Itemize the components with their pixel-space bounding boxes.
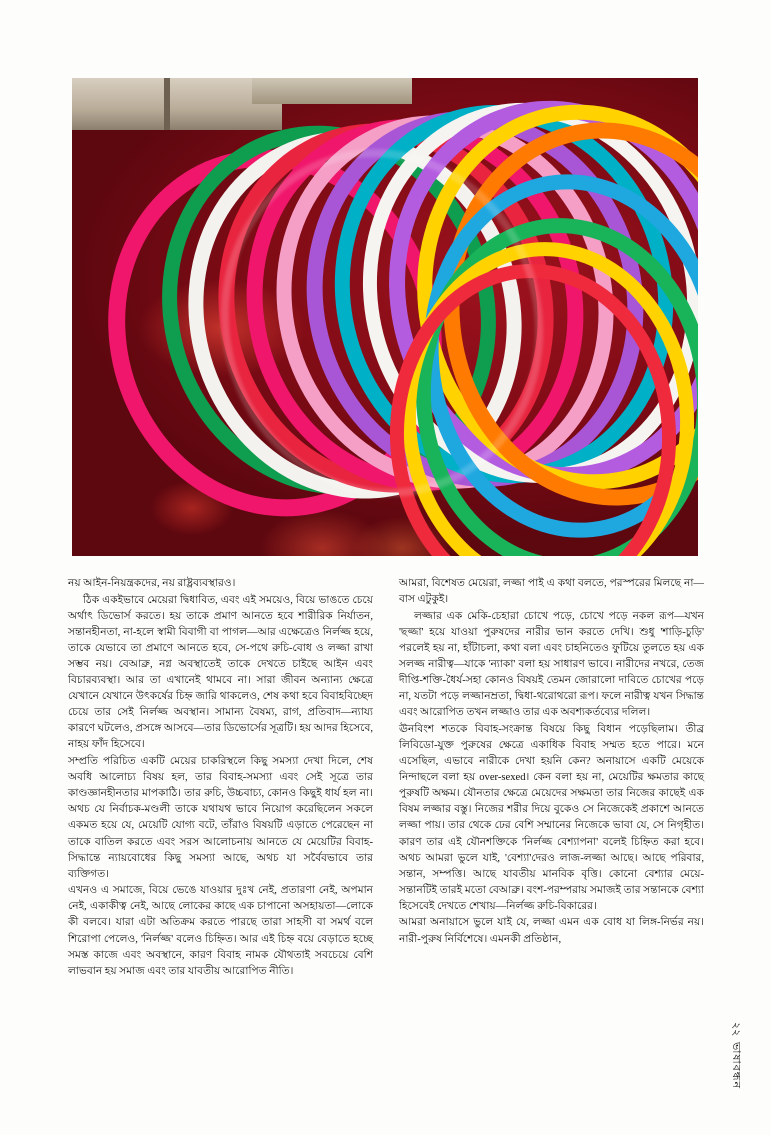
paragraph: সম্প্রতি পরিচিত একটি মেয়ের চাকরিস্থলে কিছু সমস্যা দেখা দিলে, শেষ অবধি আলোচ্য বিষয় হল, তার বিবাহ-সমস্যা এবং সেই সূত্রে তার কাণ্ডজ্ঞানহীনতার মাপকাঠি। তার রুচি, উচ্চবাচ্য, কোনও কিছুই ধার্য হল না। অথচ যে নির্বাচক-মণ্ডলী তাকে যথাযথ ভাবে নিয়োগ করেছিলেন সকলে একমত হয়ে যে, মেয়েটি যোগ্য বটে, তাঁরাও বিষয়টি এড়াতে পেরেছেন না তাকে বাতিল করতে এবং সরস আলোচনায় আনতে যে মেয়েটির বিবাহ-সিদ্ধান্তে ন্যায়বোধের কিছু সমস্যা আছে, অথচ যা সর্বৈবভাবে তার ব্যক্তিগত।	[68, 756, 373, 880]
photo-top-wall	[72, 78, 282, 130]
paragraph: ঊনবিংশ শতকে বিবাহ-সংক্রান্ত বিষয়ে কিছু বিধান পড়েছিলাম। তীব্র লিবিডো-যুক্ত পুরুষের ক্ষেত্রে একাধিক বিবাহ সম্মত হতে পারে। মনে এসেছিল, এভাবে নারীকে দেখা হয়নি কেন? অনায়াসে একটি মেয়েকে নিন্দাছলে বলা হয় over-sexed। কেন বলা হয় না, মেয়েটির ক্ষমতার কাছে পুরুষটি অক্ষম। যৌনতার ক্ষেত্রে মেয়েদের সক্ষমতা তার নিজের কাছেই এক বিষম লজ্জার বস্তু। নিজের শরীর দিয়ে বুকেও সে নিজেকেই প্রকাশে আনতে লজ্জা পায়। তার থেকে ঢের বেশি সম্মানের নিজেকে ভাবা যে, সে নিগৃহীত। কারণ তার এই যৌনশক্তিকে 'নির্লজ্জ বেশ্যাপনা' বলেই চিহ্নিত করা হবে। অথচ আমরা ভুলে যাই, 'বেশ্যা'দেরও লাজ-লজ্জা আছে। আছে পরিবার, সন্তান, সম্পত্তি। আছে যাবতীয় মানবিক বৃত্তি। কোনো বেশ্যার মেয়ে-সন্তানটিই তারই মতো বেআব্রু। বংশ-পরম্পরায় সমাজই তার সন্তানকে বেশ্যা হিসেবেই দেখতে শেখায়—নির্লজ্জ রুচি-বিকারের।	[399, 723, 704, 912]
bangles-photo	[72, 78, 698, 556]
left-column	[68, 576, 373, 1076]
photo-top-wall-secondary	[252, 78, 412, 104]
paragraph: লজ্জার এক মেকি-চেহারা চোখে পড়ে, চোখে পড়ে নকল রূপ—যখন 'ছজ্জা' হয়ে যাওয়া পুরুষদের নারীর ভান করতে দেখি। শুধু 'শাড়ি-চুড়ি' পরলেই হয় না, হাঁটাচলা, কথা বলা এবং চাহনিতেও ফুটিয়ে তুলতে হয় এক সলজ্জ নারীত্ব—যাকে 'ন্যাকা' বলা হয় সাধারণ ভাবে। নারীদের নখরে, তেজ দীপ্তি-শক্তি-ধৈর্য-সহা কোনও বিষয়ই তেমন জোরালো দাবিতে চোখের পড়ে না, যতটা পড়ে লজ্জানম্রতা, দ্বিধা-থরোথরো রূপ। ফলে নারীত্ব যখন সিদ্ধান্ত এবং আরোপিত তখন লজ্জাও তার এক অবশ্যকর্তব্যের দলিল।	[399, 610, 704, 719]
paragraph: নয় আইন-নিয়ন্ত্রকদের, নয় রাষ্ট্রব্যবস্থারও।	[68, 578, 236, 589]
article-body	[68, 576, 704, 1076]
right-column	[399, 576, 704, 1076]
page-folio	[728, 1022, 744, 1089]
page-number: ২২	[729, 1021, 742, 1036]
paragraph: এখনও এ সমাজে, বিয়ে ভেঙে যাওয়ার দুঃখ নেই, প্রতারণা নেই, অপমান নেই, একাকীত্ব নেই, আছে লোকের কাছে এক চাপানো অসহায়তা—লোকে কী বলবে। যারা এটা অতিক্রম করতে পারছে তারা সাহসী বা সমর্থ বলে শিরোপা পেলেও, 'নির্লজ্জ' বলেও চিহ্নিত। আর এই চিহ্ন বয়ে বেড়াতে হচ্ছে সমস্ত কাজে এবং অবস্থানে, কারণ বিবাহ নামক যৌথতাই সবচেয়ে বেশি লাভবান হয় সমাজ এবং তার যাবতীয় আরোপিত নীতি।	[68, 885, 373, 977]
folio-label: ভাষাবন্ধন	[729, 1041, 742, 1089]
photo-background	[72, 78, 698, 556]
paragraph: আমরা অনায়াসে ভুলে যাই যে, লজ্জা এমন এক বোধ যা লিঙ্গ-নির্ভর নয়। নারী-পুরুষ নির্বিশেষে। এমনকী প্রতিষ্ঠান,	[399, 917, 704, 945]
paragraph: ঠিক একইভাবে মেয়েরা দ্বিধাবিত, এবং এই সময়েও, বিয়ে ভাঙতে চেয়ে অর্থাৎ ডিভোর্স করতে। হয় তাকে প্রমাণ আনতে হবে শারীরিক নির্যাতন, সন্তানহীনতা, না-হলে স্বামী বিবাগী বা পাগল—আর এক্ষেত্রেও নির্লজ্জ হয়ে, তাকে যেভাবে তা প্রমাণে আনতে হবে, সে-পথে রুচি-বোধ ও লজ্জা রাখা সম্ভব নয়। বেআব্রু, নগ্ন অবস্থাতেই তাকে দেখতে চাইছে আইন এবং বিচারব্যবস্থা। আর তা এখানেই থামবে না। সারা জীবন অন্যান্য ক্ষেত্রে যেখানে যেখানে উৎকর্ষের চিহ্ন জারি থাকলেও, শেষ কথা হবে বিবাহবিচ্ছেদ চেয়ে তার সেই নির্লজ্জ অবস্থান। সামান্য বৈষম্য, রাগ, প্রতিবাদ—ন্যায্য কারণে ঘটলেও, প্রসঙ্গে আসবে—তার ডিভোর্সের সূত্রটি। হয় আদর হিসেবে, নাহয় ফাঁদ হিসেবে।	[68, 594, 373, 751]
paragraph: আমরা, বিশেষত মেয়েরা, লজ্জা পাই এ কথা বলতে, পরস্পরের মিলছে না—বাস এটুকুই।	[399, 578, 704, 606]
